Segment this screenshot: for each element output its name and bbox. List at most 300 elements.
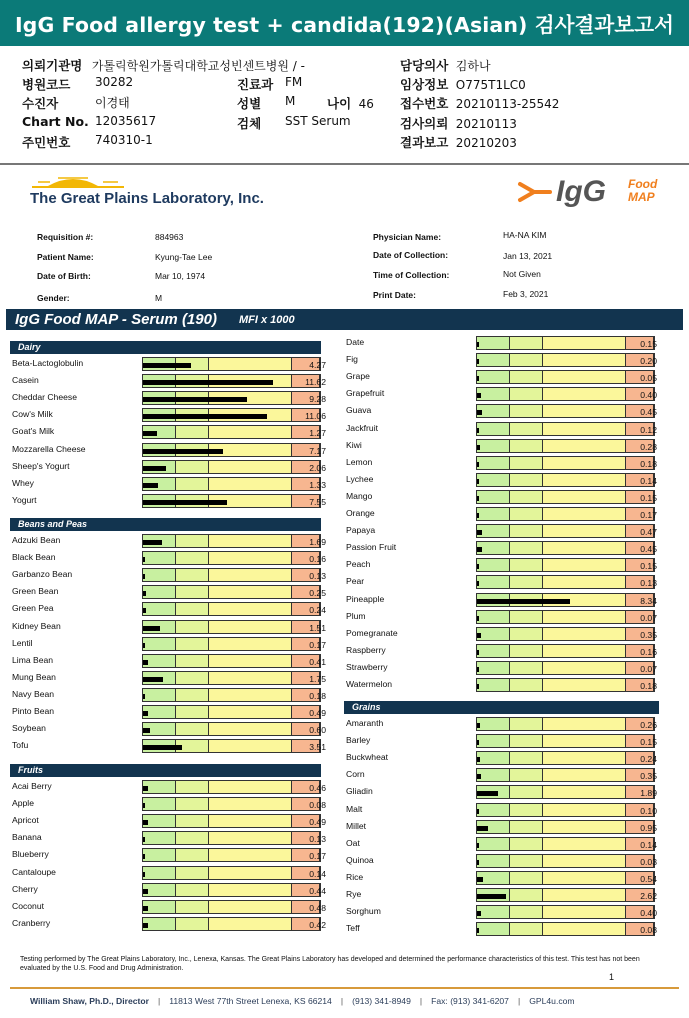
value-bar xyxy=(143,431,157,436)
food-row xyxy=(346,370,676,387)
value-bar xyxy=(477,826,488,831)
value-bar xyxy=(143,906,148,911)
lab-id-row: 임상정보 O775T1LC0 xyxy=(400,77,526,92)
food-name: Soybean xyxy=(12,723,46,734)
value-bar xyxy=(477,877,483,882)
food-row xyxy=(346,541,676,558)
food-row xyxy=(12,425,342,442)
food-name: Adzuki Bean xyxy=(12,535,61,545)
food-value: 8.34 xyxy=(640,595,657,606)
order-info-block xyxy=(0,50,689,154)
food-name: Jackfruit xyxy=(346,422,378,433)
category-header: Beans and Peas xyxy=(10,518,321,531)
food-row xyxy=(346,734,676,751)
footer-address: 11813 West 77th Street Lenexa, KS 66214 xyxy=(169,996,332,1006)
food-name: Date xyxy=(346,337,365,347)
food-value: 0.13 xyxy=(640,578,657,589)
food-name: Yogurt xyxy=(12,494,37,505)
food-row xyxy=(346,422,676,439)
value-bar xyxy=(477,410,482,415)
food-row xyxy=(12,866,342,883)
food-value: 0.15 xyxy=(640,492,657,503)
food-value: 0.05 xyxy=(640,373,657,384)
food-name: Orange xyxy=(346,508,375,518)
value-bar xyxy=(477,757,480,762)
value-bar xyxy=(477,667,479,672)
dob-value: Mar 10, 1974 xyxy=(155,271,206,281)
food-value: 0.45 xyxy=(640,544,657,555)
food-row xyxy=(12,602,342,619)
food-value: 0.03 xyxy=(640,856,657,867)
food-value: 0.49 xyxy=(309,708,326,718)
print-date-label: Print Date: xyxy=(373,290,416,300)
category-header: Fruits xyxy=(10,764,321,777)
value-bar xyxy=(143,574,145,579)
logo-igg: IgG xyxy=(556,175,606,208)
value-bar xyxy=(477,376,479,381)
food-name: Kidney Bean xyxy=(12,620,61,631)
value-bar xyxy=(477,843,479,848)
food-row xyxy=(346,922,676,939)
food-value: 0.46 xyxy=(309,783,326,793)
value-bar xyxy=(477,599,570,604)
food-row xyxy=(12,814,342,831)
footer: William Shaw, Ph.D., Director | 11813 West 77th Street Lenexa, KS 66214 | (913) 341-8949 | Fax: (913) 341-6207 | GPL4u.com xyxy=(30,996,575,1006)
collection-date-label: Date of Collection: xyxy=(373,250,449,260)
report-date-row: 결과보고 20210203 xyxy=(400,135,517,150)
food-value: 0.08 xyxy=(309,800,326,811)
value-bar xyxy=(477,479,479,484)
food-row xyxy=(12,494,342,511)
food-row xyxy=(12,705,342,722)
food-row xyxy=(346,610,676,627)
value-bar xyxy=(477,774,481,779)
value-bar xyxy=(477,547,482,552)
food-value: 0.15 xyxy=(640,561,657,572)
food-name: Peach xyxy=(346,559,371,570)
value-bar xyxy=(143,889,148,894)
food-row xyxy=(346,387,676,404)
food-value: 0.42 xyxy=(309,919,326,930)
dept-row: 진료과 FM xyxy=(237,75,303,92)
food-value: 0.15 xyxy=(640,339,657,349)
requisition-label: Requisition #: xyxy=(37,232,94,242)
food-row xyxy=(12,797,342,814)
value-bar xyxy=(477,359,479,364)
food-row xyxy=(346,871,676,888)
food-value: 0.35 xyxy=(640,629,657,640)
page-number: 1 xyxy=(609,972,615,982)
food-value: 7.55 xyxy=(309,496,326,507)
food-row xyxy=(346,661,676,678)
value-bar xyxy=(143,626,160,631)
food-value: 2.06 xyxy=(309,462,326,473)
food-value: 0.18 xyxy=(640,681,657,691)
food-row xyxy=(346,644,676,661)
food-value: 4.27 xyxy=(309,360,326,370)
food-name: Barley xyxy=(346,735,371,746)
footer-web: GPL4u.com xyxy=(529,996,575,1006)
footer-divider xyxy=(10,987,679,989)
food-name: Pineapple xyxy=(346,593,385,604)
category-header: Dairy xyxy=(10,341,321,354)
food-name: Sorghum xyxy=(346,906,381,917)
food-row xyxy=(12,831,342,848)
value-bar xyxy=(143,694,145,699)
patient-row: 수진자 이경태 xyxy=(22,96,130,111)
food-name: Pinto Bean xyxy=(12,706,55,716)
value-bar xyxy=(143,728,150,733)
food-value: 0.14 xyxy=(640,839,657,850)
food-name: Lentil xyxy=(12,637,33,648)
food-value: 0.08 xyxy=(640,925,657,936)
food-name: Grape xyxy=(346,371,370,382)
value-bar xyxy=(477,894,506,899)
id-row: 주민번호 740310-1 xyxy=(22,133,153,150)
food-name: Green Pea xyxy=(12,603,54,614)
food-row xyxy=(12,620,342,637)
food-name: Strawberry xyxy=(346,661,388,672)
collection-time-label: Time of Collection: xyxy=(373,270,450,280)
value-bar xyxy=(143,923,148,928)
food-name: Amaranth xyxy=(346,718,384,728)
food-value: 1.27 xyxy=(309,428,326,439)
value-bar xyxy=(143,608,146,613)
footer-phone: (913) 341-8949 xyxy=(352,996,411,1006)
collection-time-value: Not Given xyxy=(503,269,541,279)
antibody-icon xyxy=(520,184,550,200)
food-name: Lychee xyxy=(346,473,374,484)
food-row xyxy=(346,456,676,473)
value-bar xyxy=(477,911,481,916)
food-name: Passion Fruit xyxy=(346,542,397,553)
food-row xyxy=(12,671,342,688)
value-bar xyxy=(477,393,481,398)
age-row: 나이 46 xyxy=(327,96,374,111)
food-value: 0.07 xyxy=(640,612,657,623)
food-name: Apple xyxy=(12,798,34,809)
food-name: Pomegranate xyxy=(346,627,398,638)
logo-food: Food xyxy=(628,177,658,191)
food-row xyxy=(346,888,676,905)
value-bar xyxy=(143,677,163,682)
food-name: Mozzarella Cheese xyxy=(12,443,86,454)
food-value: 1.33 xyxy=(309,479,326,490)
food-name: Raspberry xyxy=(346,644,386,655)
food-name: Gliadin xyxy=(346,786,373,797)
food-row xyxy=(12,917,342,934)
food-name: Teff xyxy=(346,923,360,934)
food-row xyxy=(12,357,342,374)
value-bar xyxy=(477,513,479,518)
food-name: Guava xyxy=(346,405,372,416)
value-bar xyxy=(143,820,148,825)
food-row xyxy=(12,568,342,585)
food-value: 0.18 xyxy=(309,690,326,701)
food-name: Goat's Milk xyxy=(12,426,55,437)
food-value: 0.40 xyxy=(640,908,657,919)
value-bar xyxy=(477,723,480,728)
value-bar xyxy=(477,496,479,501)
food-row xyxy=(346,768,676,785)
footer-fax: Fax: (913) 341-6207 xyxy=(431,996,509,1006)
food-name: Rice xyxy=(346,871,364,882)
food-row xyxy=(346,854,676,871)
food-name: Fig xyxy=(346,354,358,365)
category-header: Grains xyxy=(344,701,659,714)
value-bar xyxy=(143,363,191,368)
food-value: 0.07 xyxy=(640,663,657,674)
requisition-value: 884963 xyxy=(155,232,184,242)
food-value: 0.41 xyxy=(309,656,326,667)
request-row: 검사의뢰 20210113 xyxy=(400,116,517,131)
collection-date-value: Jan 13, 2021 xyxy=(503,251,553,261)
food-name: Whey xyxy=(12,477,34,488)
header-divider xyxy=(0,163,689,165)
food-row xyxy=(12,443,342,460)
food-row xyxy=(12,722,342,739)
food-name: Cantaloupe xyxy=(12,866,56,877)
food-name: Tofu xyxy=(12,740,29,751)
food-name: Beta-Lactoglobulin xyxy=(12,358,84,368)
food-row xyxy=(12,780,342,797)
food-row xyxy=(346,490,676,507)
value-bar xyxy=(477,791,498,796)
food-name: Acai Berry xyxy=(12,781,52,791)
food-name: Mung Bean xyxy=(12,671,56,682)
food-row xyxy=(346,593,676,610)
chart-row: Chart No. 12035617 xyxy=(22,114,157,129)
value-bar xyxy=(143,643,145,648)
code-row: 병원코드 30282 xyxy=(22,75,134,92)
food-row xyxy=(12,585,342,602)
food-value: 0.26 xyxy=(640,720,657,730)
food-value: 0.60 xyxy=(309,725,326,736)
value-bar xyxy=(143,803,145,808)
food-value: 7.17 xyxy=(309,445,326,456)
food-row xyxy=(346,717,676,734)
food-name: Black Bean xyxy=(12,552,56,563)
food-row xyxy=(346,751,676,768)
food-row xyxy=(346,575,676,592)
hospital-row: 의뢰기관명 가톨릭학원가톨릭대학교성빈센트병원 / - xyxy=(22,58,305,73)
food-value: 0.48 xyxy=(309,902,326,913)
value-bar xyxy=(143,380,273,385)
food-row xyxy=(346,558,676,575)
food-value: 0.45 xyxy=(640,407,657,418)
food-row xyxy=(12,883,342,900)
results-unit: MFI x 1000 xyxy=(238,313,295,326)
logo-map: MAP xyxy=(628,190,655,204)
value-bar xyxy=(477,581,479,586)
results-header-bar xyxy=(6,309,683,330)
food-name: Blueberry xyxy=(12,849,49,860)
food-name: Cheddar Cheese xyxy=(12,392,77,403)
igg-food-map-logo xyxy=(516,170,666,210)
food-name: Watermelon xyxy=(346,679,393,689)
food-row xyxy=(346,353,676,370)
doctor-row: 담당의사 김하나 xyxy=(400,58,491,73)
value-bar xyxy=(477,428,479,433)
food-row xyxy=(12,688,342,705)
footnote: Testing performed by The Great Plains Laboratory, Inc., Lenexa, Kansas. The Great Plains Laboratory has developed and determined the performance characteristics of this test. This test has not been evaluated by the U.S. Food and Drug Administration. xyxy=(20,956,640,972)
food-row xyxy=(346,905,676,922)
food-value: 0.13 xyxy=(309,571,326,582)
food-row xyxy=(346,336,676,353)
gender-label: Gender: xyxy=(37,293,70,303)
food-value: 0.12 xyxy=(640,424,657,435)
print-date-value: Feb 3, 2021 xyxy=(503,289,549,299)
food-row xyxy=(346,803,676,820)
food-row xyxy=(346,473,676,490)
value-bar xyxy=(143,397,247,402)
food-row xyxy=(346,820,676,837)
value-bar xyxy=(477,809,479,814)
food-value: 0.14 xyxy=(309,868,326,879)
food-row xyxy=(12,739,342,756)
food-row xyxy=(12,374,342,391)
food-value: 0.20 xyxy=(640,356,657,367)
food-row xyxy=(346,785,676,802)
value-bar xyxy=(143,711,148,716)
food-row xyxy=(346,837,676,854)
food-value: 0.13 xyxy=(309,834,326,845)
value-bar xyxy=(477,860,479,865)
food-value: 0.24 xyxy=(309,605,326,616)
value-bar xyxy=(143,591,146,596)
physician-label: Physician Name: xyxy=(373,232,442,242)
value-bar xyxy=(477,740,479,745)
sex-row: 성별 M xyxy=(237,94,296,111)
value-bar xyxy=(477,616,479,621)
food-value: 3.51 xyxy=(309,742,326,753)
food-name: Cranberry xyxy=(12,917,51,928)
physician-value: HA-NA KIM xyxy=(503,230,547,240)
food-value: 0.14 xyxy=(640,475,657,486)
specimen-row: 검체 SST Serum xyxy=(237,114,351,131)
food-name: Garbanzo Bean xyxy=(12,569,73,580)
food-name: Cherry xyxy=(12,883,38,894)
food-value: 0.25 xyxy=(309,588,326,599)
food-name: Malt xyxy=(346,803,363,814)
food-row xyxy=(12,460,342,477)
food-name: Oat xyxy=(346,837,360,848)
value-bar xyxy=(143,466,166,471)
food-row xyxy=(346,507,676,524)
dob-label: Date of Birth: xyxy=(37,271,91,281)
value-bar xyxy=(143,449,223,454)
food-value: 11.06 xyxy=(305,411,326,422)
food-row xyxy=(346,439,676,456)
food-value: 0.10 xyxy=(640,805,657,816)
food-row xyxy=(12,551,342,568)
food-name: Plum xyxy=(346,610,366,621)
food-value: 11.62 xyxy=(305,377,326,388)
value-bar xyxy=(477,530,482,535)
value-bar xyxy=(477,462,479,467)
food-value: 0.49 xyxy=(309,817,326,828)
food-value: 0.95 xyxy=(640,822,657,833)
food-name: Corn xyxy=(346,769,365,780)
food-row xyxy=(346,678,676,695)
food-row xyxy=(346,404,676,421)
food-row xyxy=(12,391,342,408)
food-name: Mango xyxy=(346,490,373,501)
value-bar xyxy=(477,564,479,569)
food-value: 0.28 xyxy=(640,441,657,452)
food-value: 1.51 xyxy=(309,622,326,633)
food-value: 2.62 xyxy=(640,891,657,901)
food-value: 0.47 xyxy=(640,527,657,538)
food-value: 0.16 xyxy=(309,554,326,565)
footer-director: William Shaw, Ph.D., Director xyxy=(30,996,149,1006)
food-value: 1.69 xyxy=(309,537,326,547)
food-row xyxy=(12,477,342,494)
food-value: 0.17 xyxy=(640,510,657,520)
food-name: Grapefruit xyxy=(346,388,385,399)
receipt-row: 접수번호 20210113-25542 xyxy=(400,96,560,111)
food-value: 0.18 xyxy=(640,458,657,469)
food-value: 0.54 xyxy=(640,873,657,884)
value-bar xyxy=(477,445,480,450)
food-name: Apricot xyxy=(12,815,39,826)
food-name: Banana xyxy=(12,832,42,843)
food-name: Navy Bean xyxy=(12,688,55,699)
food-row xyxy=(12,408,342,425)
patient-name-label: Patient Name: xyxy=(37,252,94,262)
food-value: 9.28 xyxy=(309,394,326,405)
value-bar xyxy=(143,500,227,505)
food-name: Pear xyxy=(346,576,365,587)
food-name: Kiwi xyxy=(346,439,362,450)
food-value: 0.17 xyxy=(309,639,326,650)
food-name: Casein xyxy=(12,375,39,386)
food-value: 0.15 xyxy=(640,737,657,748)
lab-name: The Great Plains Laboratory, Inc. xyxy=(30,190,264,207)
value-bar xyxy=(477,650,479,655)
food-value: 0.16 xyxy=(640,646,657,657)
food-value: 1.75 xyxy=(309,673,326,684)
food-value: 1.89 xyxy=(640,788,657,799)
food-name: Sheep's Yogurt xyxy=(12,460,70,471)
food-name: Cow's Milk xyxy=(12,409,53,420)
value-bar xyxy=(143,557,145,562)
food-row xyxy=(12,900,342,917)
food-row xyxy=(12,637,342,654)
value-bar xyxy=(143,786,148,791)
food-value: 0.44 xyxy=(309,885,326,896)
food-name: Quinoa xyxy=(346,854,374,865)
food-row xyxy=(346,627,676,644)
food-value: 0.24 xyxy=(640,754,657,765)
food-name: Buckwheat xyxy=(346,752,389,763)
food-value: 0.40 xyxy=(640,390,657,401)
value-bar xyxy=(143,540,162,545)
value-bar xyxy=(477,684,479,689)
food-row xyxy=(12,654,342,671)
food-value: 0.17 xyxy=(309,851,326,862)
food-name: Rye xyxy=(346,889,362,899)
food-name: Coconut xyxy=(12,900,45,911)
food-row xyxy=(346,524,676,541)
value-bar xyxy=(143,660,148,665)
food-name: Papaya xyxy=(346,525,376,536)
food-name: Lemon xyxy=(346,456,373,467)
food-row xyxy=(12,534,342,551)
food-row xyxy=(12,848,342,865)
value-bar xyxy=(143,745,182,750)
food-name: Millet xyxy=(346,820,367,831)
